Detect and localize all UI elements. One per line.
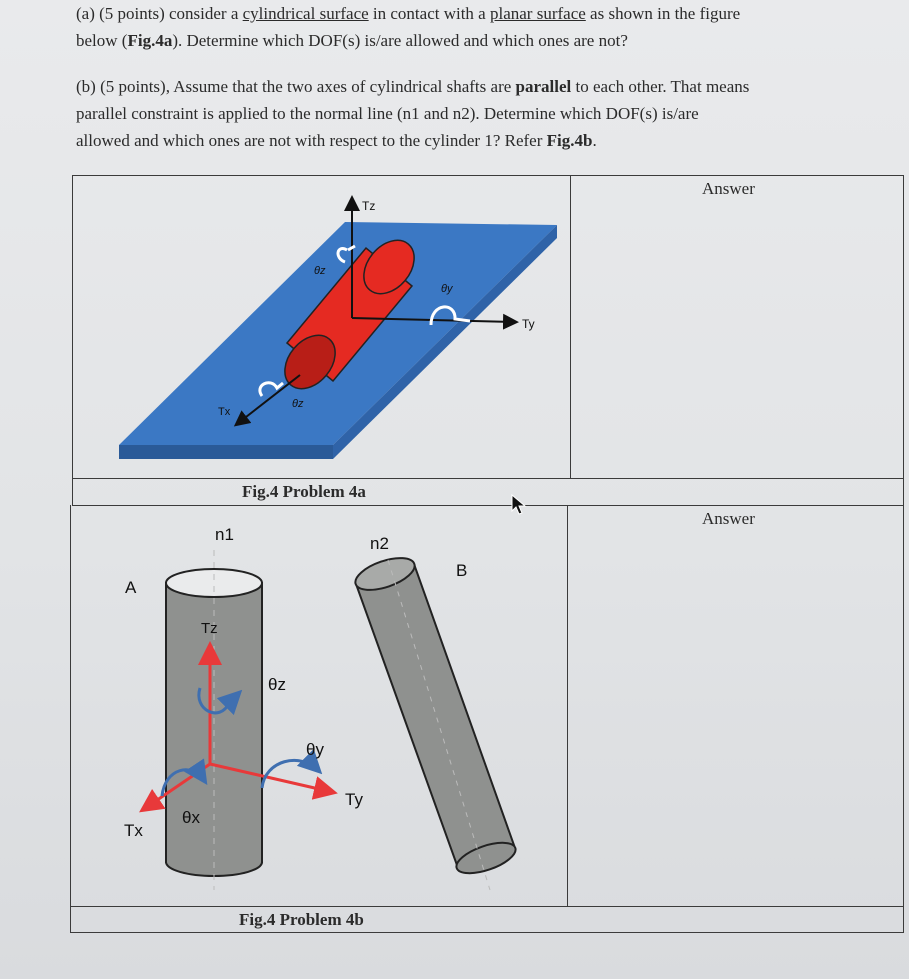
theta-z-label-bottom: θz (292, 398, 304, 410)
theta-y-label-b: θy (306, 740, 324, 759)
answer-label-b: Answer (702, 509, 755, 528)
question-b-line3-start: allowed and which ones are not with respect to the cylinder 1? Refer (76, 131, 547, 150)
question-a-underlined-planar: planar surface (489, 4, 586, 23)
figure-caption-b: Fig.4 Problem 4b (239, 910, 364, 929)
theta-z-label-b: θz (268, 675, 286, 694)
question-b-line3-end: . (592, 131, 597, 150)
question-a-middle: in contact with a (368, 4, 490, 23)
ty-label: Ty (522, 317, 535, 331)
question-a-line2-start: below ( (76, 31, 128, 50)
ty-label-b: Ty (345, 790, 363, 809)
label-a: A (125, 578, 137, 597)
question-a-prefix: (a) (5 points) consider a (76, 4, 243, 23)
question-a-underlined-cylindrical: cylindrical surface (242, 4, 369, 23)
tz-label-b: Tz (201, 620, 218, 637)
tx-label: Tx (218, 406, 231, 418)
tz-label: Tz (362, 199, 376, 213)
question-b-line1-end: to each other. That means (571, 77, 750, 96)
tx-label-b: Tx (124, 821, 143, 840)
n1-label: n1 (215, 525, 234, 544)
answer-label-a: Answer (702, 179, 755, 198)
theta-x-label-b: θx (182, 808, 200, 827)
question-a-line2-end: ). Determine which DOF(s) is/are allowed and which ones are not? (172, 31, 628, 50)
cylinder-b-body (356, 564, 515, 868)
question-a-fig-ref: Fig.4a (127, 31, 173, 50)
question-b-fig-ref: Fig.4b (546, 131, 593, 150)
cylinder-a-top (166, 569, 262, 597)
theta-z-label-top: θz (314, 265, 326, 277)
question-a-line1-end: as shown in the figure (585, 4, 741, 23)
mouse-pointer-icon (511, 494, 527, 516)
theta-y-label: θy (441, 283, 453, 295)
question-b-bold-parallel: parallel (515, 77, 572, 96)
question-b-line-2: parallel constraint is applied to the normal line (n1 and n2). Determine which DOF(s) is/are (76, 104, 699, 123)
n2-label: n2 (370, 534, 389, 553)
figure-caption-a: Fig.4 Problem 4a (242, 482, 366, 501)
question-b-line1-start: (b) (5 points), Assume that the two axes of cylindrical shafts are (76, 77, 516, 96)
label-b: B (456, 561, 468, 580)
